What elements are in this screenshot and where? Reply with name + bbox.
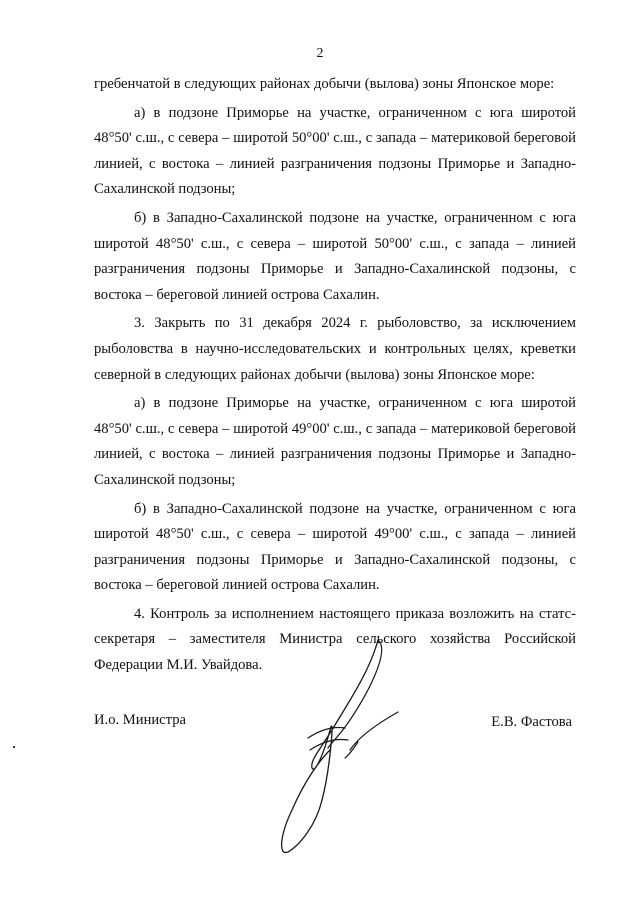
paragraph-2a-primorye: а) в подзоне Приморье на участке, ограниченном с юга широтой 48°50' с.ш., с севера – широтой 50°00' с.ш., с запада – материковой береговой линией, с востока – линией разграничения подзоны Приморье и Западно-Сахалинской подзоны; (94, 104, 576, 198)
page-number: 2 (316, 46, 324, 61)
signature-loop-stroke (328, 640, 382, 748)
paragraph-3a-primorye: а) в подзоне Приморье на участке, ограниченном с юга широтой 48°50' с.ш., с севера – широтой 49°00' с.ш., с запада – материковой береговой линией, с востока – линией разграничения подзоны Приморье и Западно-Сахалинской подзоны; (94, 395, 576, 488)
signatory-name: Е.В. Фастова (491, 714, 572, 730)
paragraph-continuation: гребенчатой в следующих районах добычи (вылова) зоны Японское море: (94, 76, 555, 92)
signature-tail-stroke (345, 712, 398, 758)
scan-speck (13, 746, 15, 748)
signatory-title: И.о. Министра (94, 712, 186, 728)
handwritten-signature (250, 630, 420, 860)
paragraph-3-closure: 3. Закрыть по 31 декабря 2024 г. рыболовство, за исключением рыболовства в научно-исследовательских и контрольных целях, креветки северной в следующих районах добычи (вылова) зоны Японское море: (94, 315, 576, 383)
paragraph-4-control: 4. Контроль за исполнением настоящего приказа возложить на статс-секретаря – заместителя Министра сельского хозяйства Российской Федерации М.И. Увайдова. (94, 605, 576, 674)
document-body (94, 72, 576, 679)
paragraph-3b-west-sakhalin: б) в Западно-Сахалинской подзоне на участке, ограниченном с юга широтой 48°50' с.ш., с севера – широтой 49°00' с.ш., с запада – линией разграничения подзоны Приморье и Западно-Сахалинской подзоны, с востока – береговой линией острова Сахалин. (94, 500, 576, 594)
paragraph-2b-west-sakhalin: б) в Западно-Сахалинской подзоне на участке, ограниченном с юга широтой 48°50' с.ш., с севера – широтой 50°00' с.ш., с запада – линией разграничения подзоны Приморье и Западно-Сахалинской подзоны, с востока – береговой линией острова Сахалин. (94, 209, 576, 303)
